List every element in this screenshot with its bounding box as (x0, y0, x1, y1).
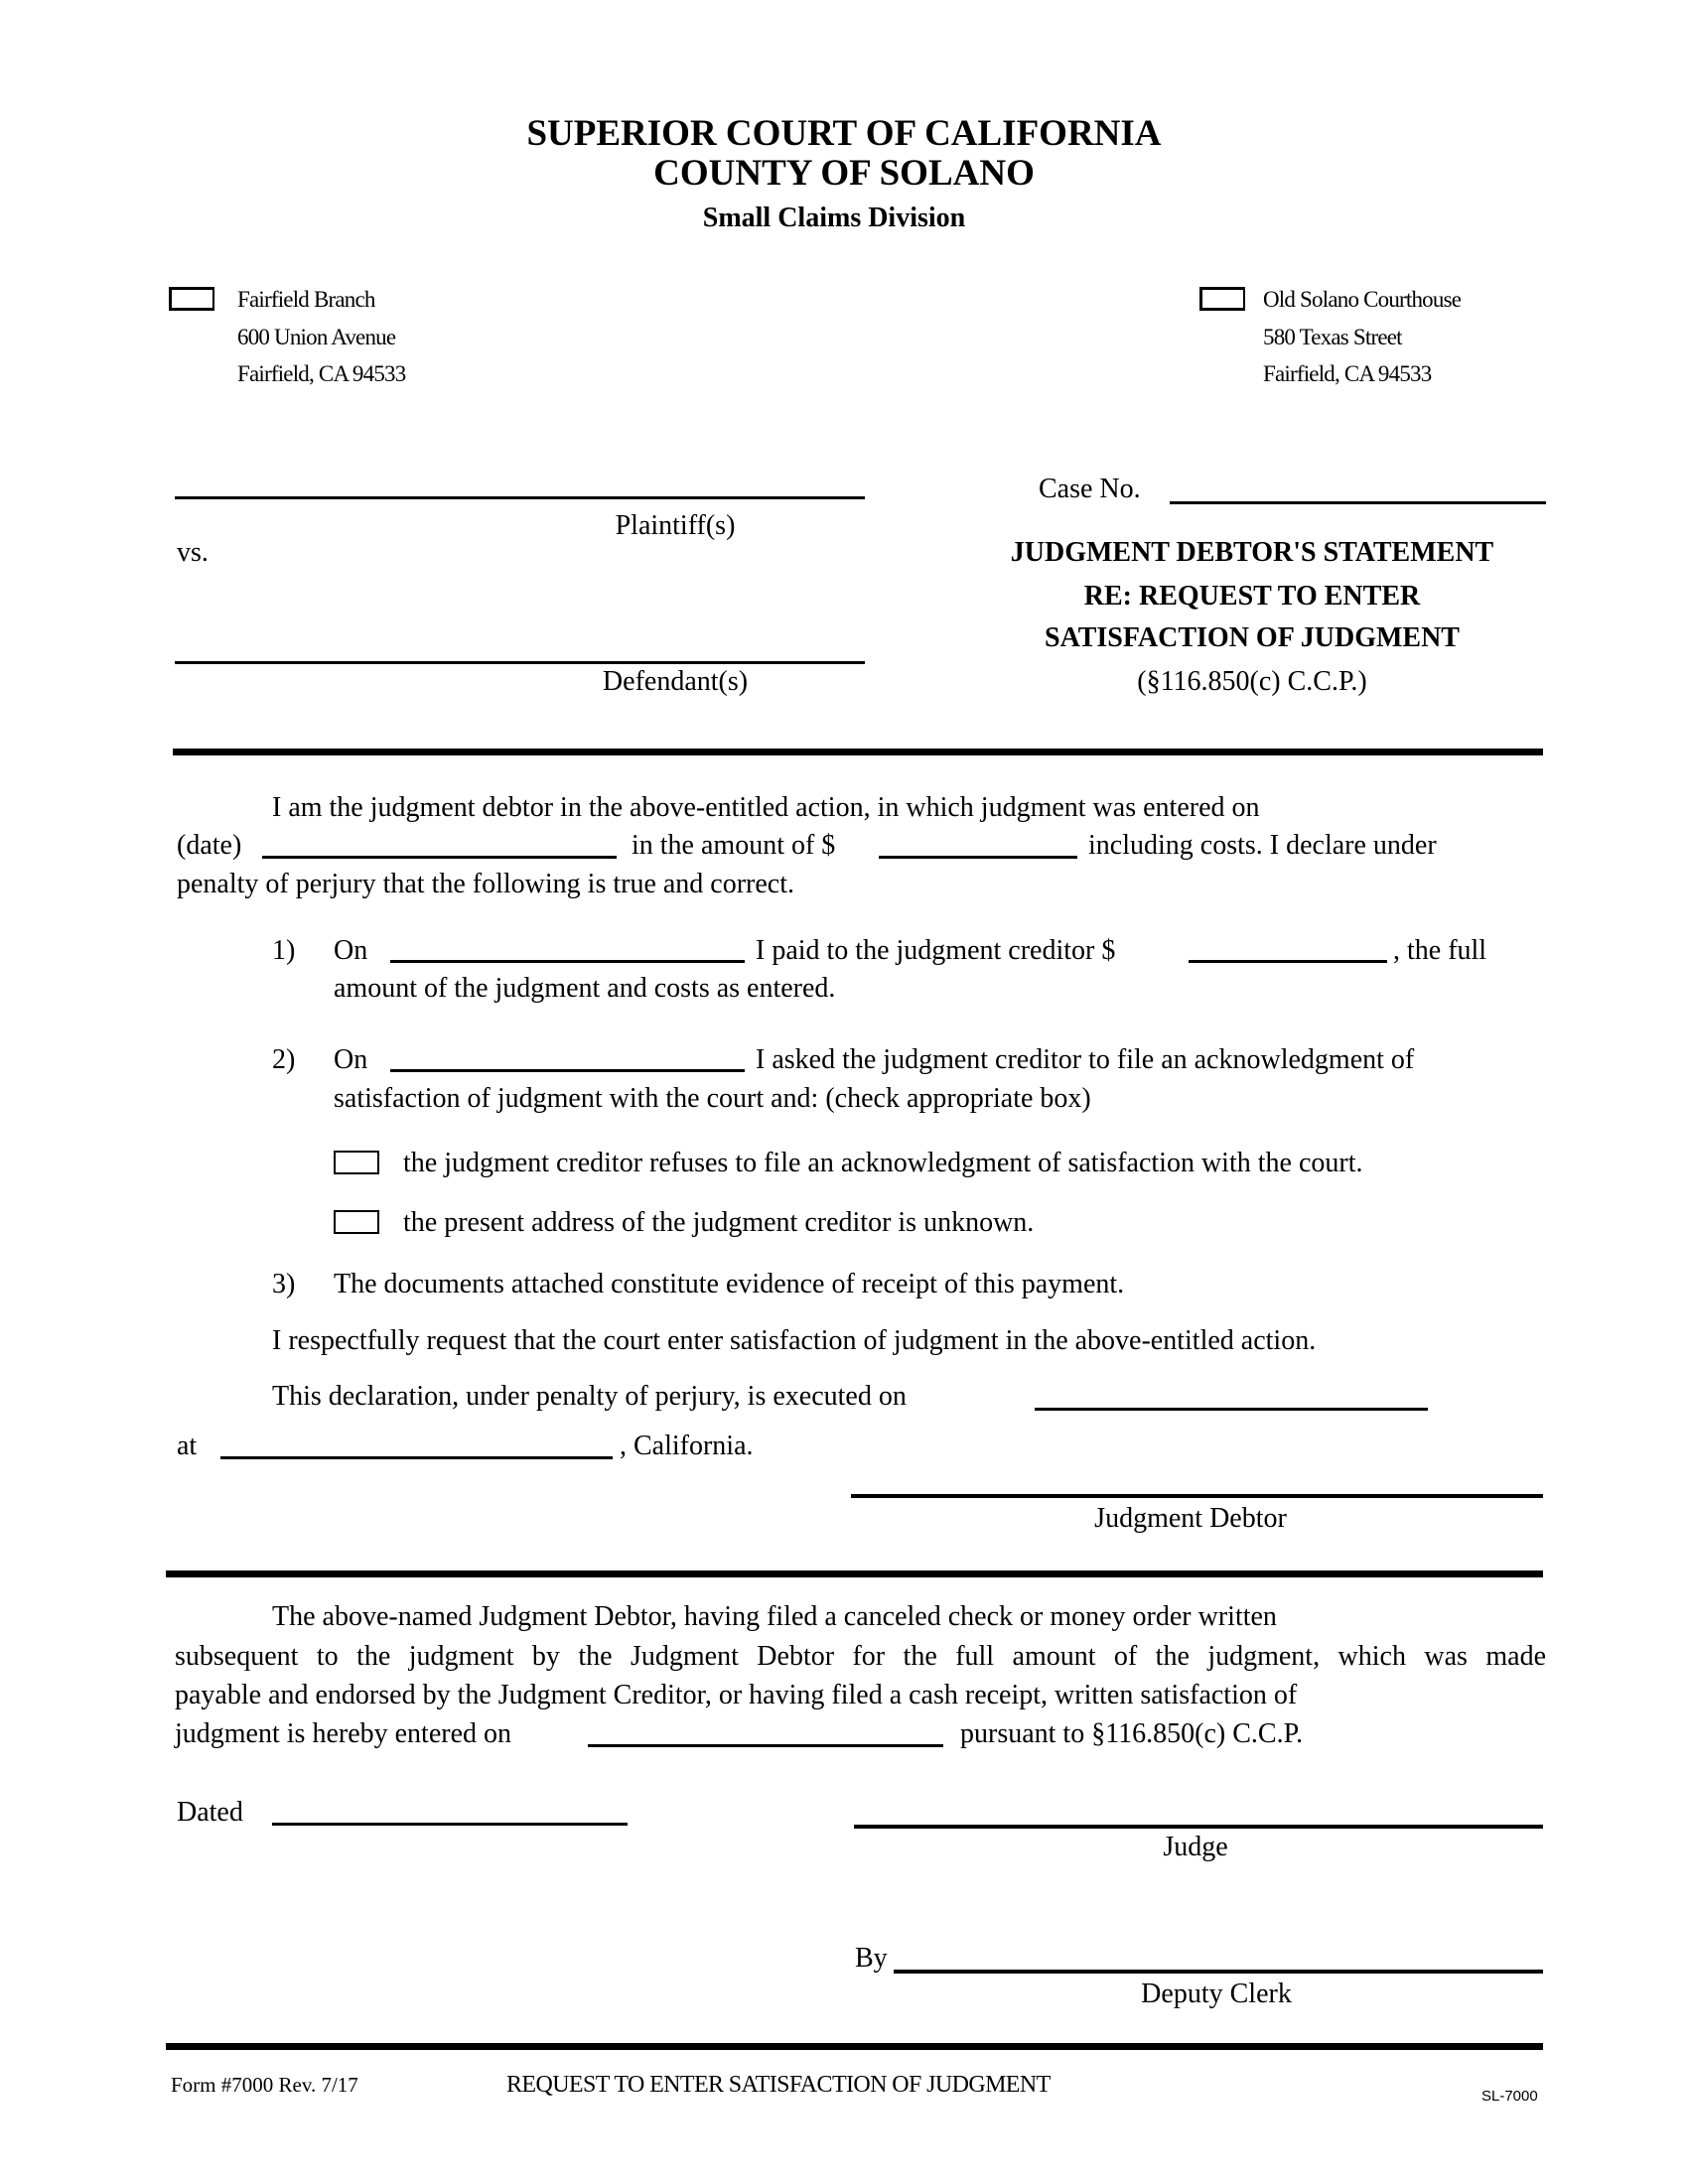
fairfield-branch-checkbox[interactable] (169, 287, 214, 311)
california-label: , California. (620, 1431, 754, 1461)
form-title: SATISFACTION OF JUDGMENT (1045, 622, 1460, 653)
request-date-field[interactable] (390, 1069, 745, 1072)
order-text: subsequent to the judgment by the Judgment Debtor for the full amount of the judgment, which was made (175, 1641, 1546, 1672)
item-text: I asked the judgment creditor to file an acknowledgment of (756, 1044, 1415, 1075)
payment-date-field[interactable] (390, 960, 745, 963)
request-text: I respectfully request that the court enter satisfaction of judgment in the above-entitled action. (272, 1325, 1317, 1356)
item-text: The documents attached constitute evidence of receipt of this payment. (334, 1269, 1125, 1299)
satisfaction-date-field[interactable] (588, 1744, 943, 1747)
judgment-date-field[interactable] (262, 856, 617, 859)
execution-city-field[interactable] (220, 1456, 613, 1459)
form-code: SL-7000 (1481, 2088, 1538, 2105)
declaration-text: penalty of perjury that the following is true and correct. (177, 869, 795, 899)
payment-amount-field[interactable] (1189, 960, 1387, 963)
execution-date-field[interactable] (1035, 1408, 1428, 1411)
deputy-clerk-label: Deputy Clerk (1141, 1979, 1292, 2009)
address-unknown-checkbox[interactable] (334, 1210, 379, 1234)
case-no-label: Case No. (1039, 474, 1141, 504)
divider (166, 2043, 1543, 2050)
deputy-clerk-signature-field[interactable] (894, 1970, 1543, 1974)
declaration-text: I am the judgment debtor in the above-entitled action, in which judgment was entered on (272, 792, 1260, 823)
form-title: RE: REQUEST TO ENTER (1083, 581, 1421, 612)
branch-name: Old Solano Courthouse (1263, 287, 1462, 312)
item-text: amount of the judgment and costs as entered. (334, 973, 836, 1004)
statute-reference: (§116.850(c) C.C.P.) (1137, 666, 1367, 697)
amount-label: in the amount of $ (632, 830, 836, 861)
declaration-text: including costs. I declare under (1088, 830, 1437, 861)
divider (166, 1570, 1543, 1577)
case-no-field[interactable] (1170, 501, 1546, 504)
item-text: I paid to the judgment creditor $ (756, 935, 1116, 966)
footer-title: REQUEST TO ENTER SATISFACTION OF JUDGMENT (506, 2072, 1051, 2098)
signature-label: Judgment Debtor (1094, 1503, 1287, 1534)
defendant-field[interactable] (175, 661, 865, 664)
dated-field[interactable] (272, 1823, 628, 1826)
plaintiff-field[interactable] (175, 496, 865, 499)
defendant-label: Defendant(s) (602, 666, 749, 697)
item-text: , the full (1393, 935, 1487, 966)
form-title: JUDGMENT DEBTOR'S STATEMENT (1010, 537, 1494, 568)
item-text: satisfaction of judgment with the court and: (check appropriate box) (334, 1083, 1091, 1114)
order-text: payable and endorsed by the Judgment Creditor, or having filed a cash receipt, written satisfaction of (175, 1680, 1298, 1710)
on-label: On (334, 1044, 368, 1075)
divider (173, 749, 1543, 755)
executed-text: This declaration, under penalty of perjury, is executed on (272, 1381, 907, 1412)
order-text: The above-named Judgment Debtor, having filed a canceled check or money order written (272, 1601, 1277, 1632)
branch-street: 600 Union Avenue (237, 325, 396, 349)
branch-city: Fairfield, CA 94533 (1263, 361, 1432, 386)
form-number: Form #7000 Rev. 7/17 (171, 2073, 358, 2097)
plaintiff-label: Plaintiff(s) (615, 510, 736, 541)
order-text: judgment is hereby entered on (175, 1718, 512, 1749)
division-name: Small Claims Division (702, 203, 966, 233)
order-text: pursuant to §116.850(c) C.C.P. (960, 1718, 1304, 1749)
creditor-refuses-checkbox[interactable] (334, 1151, 379, 1174)
branch-street: 580 Texas Street (1263, 325, 1402, 349)
item-number: 1) (272, 935, 296, 966)
item-number: 2) (272, 1044, 296, 1075)
branch-city: Fairfield, CA 94533 (237, 361, 406, 386)
on-label: On (334, 935, 368, 966)
dated-label: Dated (177, 1797, 243, 1828)
option-label: the judgment creditor refuses to file an acknowledgment of satisfaction with the court. (403, 1148, 1363, 1178)
at-label: at (177, 1431, 198, 1461)
date-label: (date) (177, 830, 242, 861)
vs-label: vs. (177, 537, 209, 568)
judge-label: Judge (1163, 1832, 1228, 1862)
court-name: SUPERIOR COURT OF CALIFORNIA (526, 113, 1162, 154)
by-label: By (855, 1943, 888, 1974)
branch-name: Fairfield Branch (237, 287, 375, 312)
item-number: 3) (272, 1269, 296, 1299)
county-name: COUNTY OF SOLANO (653, 153, 1035, 194)
debtor-signature-field[interactable] (851, 1494, 1543, 1498)
judge-signature-field[interactable] (854, 1825, 1543, 1829)
judgment-amount-field[interactable] (879, 856, 1077, 859)
old-solano-courthouse-checkbox[interactable] (1199, 287, 1245, 311)
option-label: the present address of the judgment creditor is unknown. (403, 1207, 1035, 1238)
